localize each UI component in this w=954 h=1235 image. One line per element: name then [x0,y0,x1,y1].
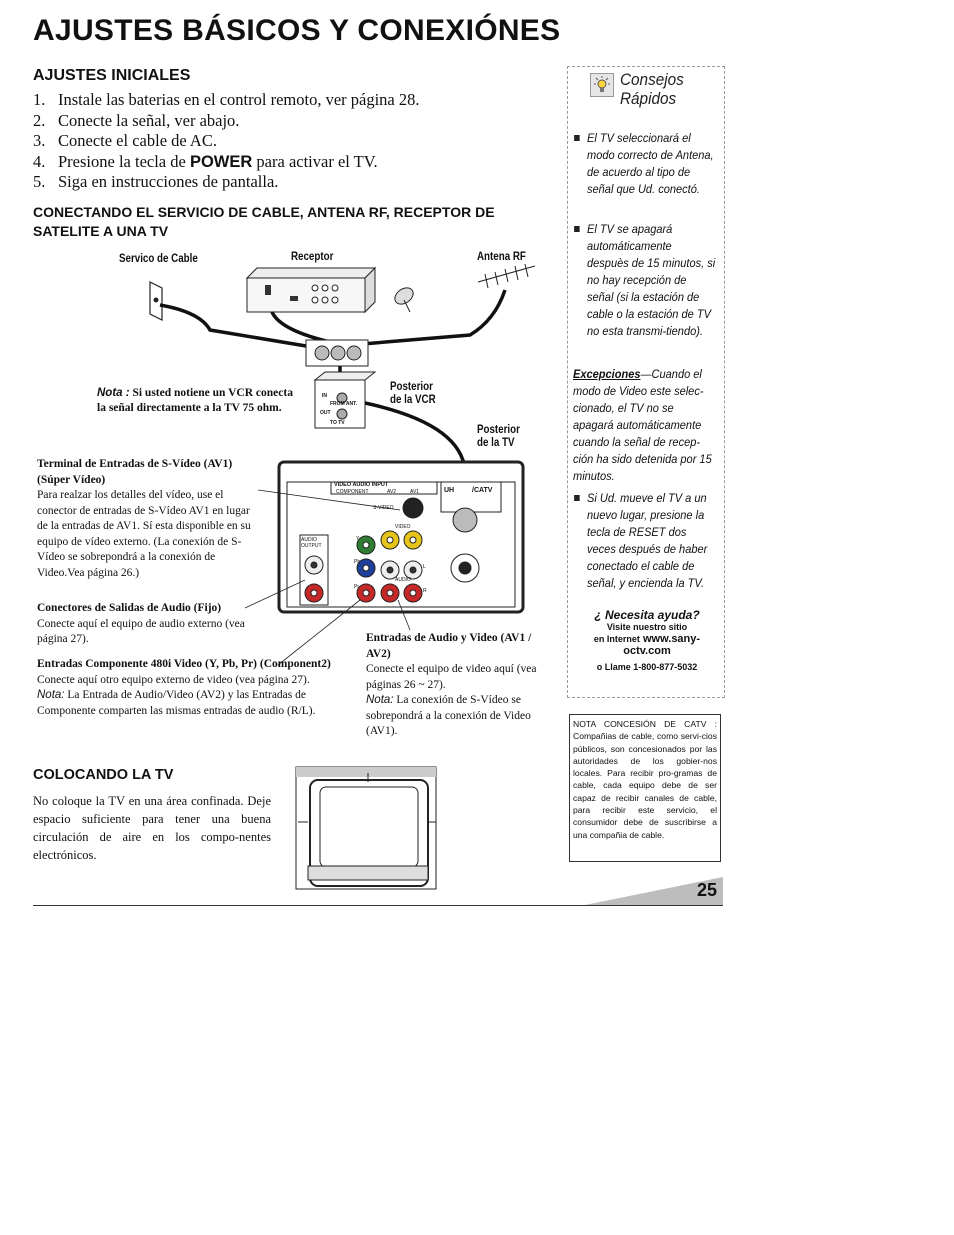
panel-uh: UH [444,487,455,494]
initial-settings-heading: AJUSTES INICIALES [33,67,191,84]
placement-illustration [296,767,436,889]
step-3: 3. Conecte el cable de AC. [33,131,217,150]
component-callout: Entradas Componente 480i Video (Y, Pb, Pr) (Component2) Conecte aquí otro equipo externo de video (vea página 27). Nota: La Entrada de Audio/Video (AV2) y las Entradas de Componente comparten las mismas entradas de audio (R/L). [37,658,331,717]
panel-component: COMPONENT [336,489,369,495]
tv-back-label: Posterior de la TV [477,424,520,449]
panel-pr: Pr [354,584,359,590]
vcr-back-label: Posterior de la VCR [390,381,436,406]
panel-pb: Pb [354,559,361,565]
tip-2: El TV se apagará automáticamente despuès de 15 minutos, si no hay recepción de señal (si la estación de cable o la estación de TV no esta transmi-tiendo). [587,221,716,340]
connection-heading: CONECTANDO EL SERVICIO DE CABLE, ANTENA RF, RECEPTOR DE SATELITE A UNA TV [33,204,495,239]
tip-1: El TV seleccionará el modo correcto de Antena, de acuerdo al tipo de señal que Ud. conectó. [587,130,716,198]
panel-svideo: S-VIDEO [373,505,394,511]
power-key-label: POWER [189,152,253,171]
footer-rule [33,905,723,906]
vcr-out-label: OUT [320,410,331,416]
panel-av1: AV1 [410,489,420,495]
satellite-dish-icon [392,285,416,312]
step-2: 2. Conecte la señal, ver abajo. [33,110,240,130]
tip-3: Si Ud. mueve el TV a un nuevo lugar, presione la tecla de RESET dos veces después de haber conectado el cable de señal, y encienda la TV. [587,490,716,592]
panel-video: VIDEO [395,524,411,530]
help-block: ¿ Necesita ayuda? Visite nuestro sitio en Internet www.sany- octv.com o Llame 1-800-877-5032 [593,608,701,672]
step-4: 4. Presione la tecla de POWER para activar el TV. [33,151,378,171]
vcr-in-label: IN [322,393,327,399]
page-number: 25 [697,880,718,900]
panel-av2: AV2 [387,489,397,495]
step-5: 5. Siga en instrucciones de pantalla. [33,172,279,191]
audio-out-callout: Conectores de Salidas de Audio (Fijo) Conecte aquí el equipo de audio externo (vea página 27). [37,602,245,645]
step-1: 1. Instale las baterias en el control remoto, ver página 28. [33,90,420,109]
panel-catv: /CATV [472,487,493,494]
antenna-label: Antena RF [477,251,526,263]
placing-text: No coloque la TV en una área confinada. Deje espacio suficiente para tener una buena circulación de aire en los compo-nentes electrónicos. [33,794,271,862]
catv-note: NOTA CONCESIÓN DE CATV : Compañias de cable, como servi-cios públicos, son concesionados por las autoridades de los gobier-nos locales. Para recibir pro-gramas de cable, cada equipo debe de ser capaz de recibir canales de cable, para recibir este servicio, el consumidor debe de suscribirse a una compañia de cable. [569,714,721,862]
panel-y: Y [356,536,360,542]
receiver-icon [247,268,375,312]
tips-title: Consejos Rápidos [620,70,684,108]
vcr-back-panel [315,372,375,428]
receiver-label: Receptor [291,251,334,263]
page-title: AJUSTES BÁSICOS Y CONEXIÓNES [33,14,561,47]
svideo-callout: Terminal de Entradas de S-Vídeo (AV1) (Súper Vídeo) Para realzar los detalles del vídeo, use el conector de entradas de S-Vídeo AV1 en lugar de la entradas de AV1. Sí esta disponible en su equipo de vídeo externo. (La conexión de S-Vídeo se sobrepondrá a la conexión de Video.Vea página 26.) [37,458,251,579]
av-callout: Entradas de Audio y Video (AV1 / AV2) Conecte el equipo de video aquí (vea páginas 26 ~ 27). Nota: La conexión de S-Vídeo se sobrepondrá a la conexión de Video (AV1). [366,632,537,737]
vcr-from-ant-label: FROM ANT. [330,401,358,407]
placing-heading: COLOCANDO LA TV [33,767,174,783]
cable-service-label: Servico de Cable [119,253,198,265]
vcr-note: Nota : Si usted notiene un VCR conecta la señal directamente a la TV 75 ohm. [97,387,293,414]
vcr-to-tv-label: TO TV [330,420,345,426]
tip-exceptions: Excepciones—Cuando el modo de Video este selec-cionado, el TV no se apagará automáticamente cuando la señal de recep-ción ha sido detenida por 15 minutos. [573,367,712,483]
panel-audio: AUDIO [395,577,411,583]
wall-outlet-icon [150,282,162,320]
splitter-icon [306,340,368,366]
panel-l: L [423,564,426,570]
panel-video-audio-input: VIDEO AUDIO INPUT [334,482,389,488]
lightbulb-icon [590,73,614,97]
panel-audio-output: AUDIO OUTPUT [301,537,322,549]
antenna-icon [478,264,535,288]
panel-r: R [423,588,427,594]
